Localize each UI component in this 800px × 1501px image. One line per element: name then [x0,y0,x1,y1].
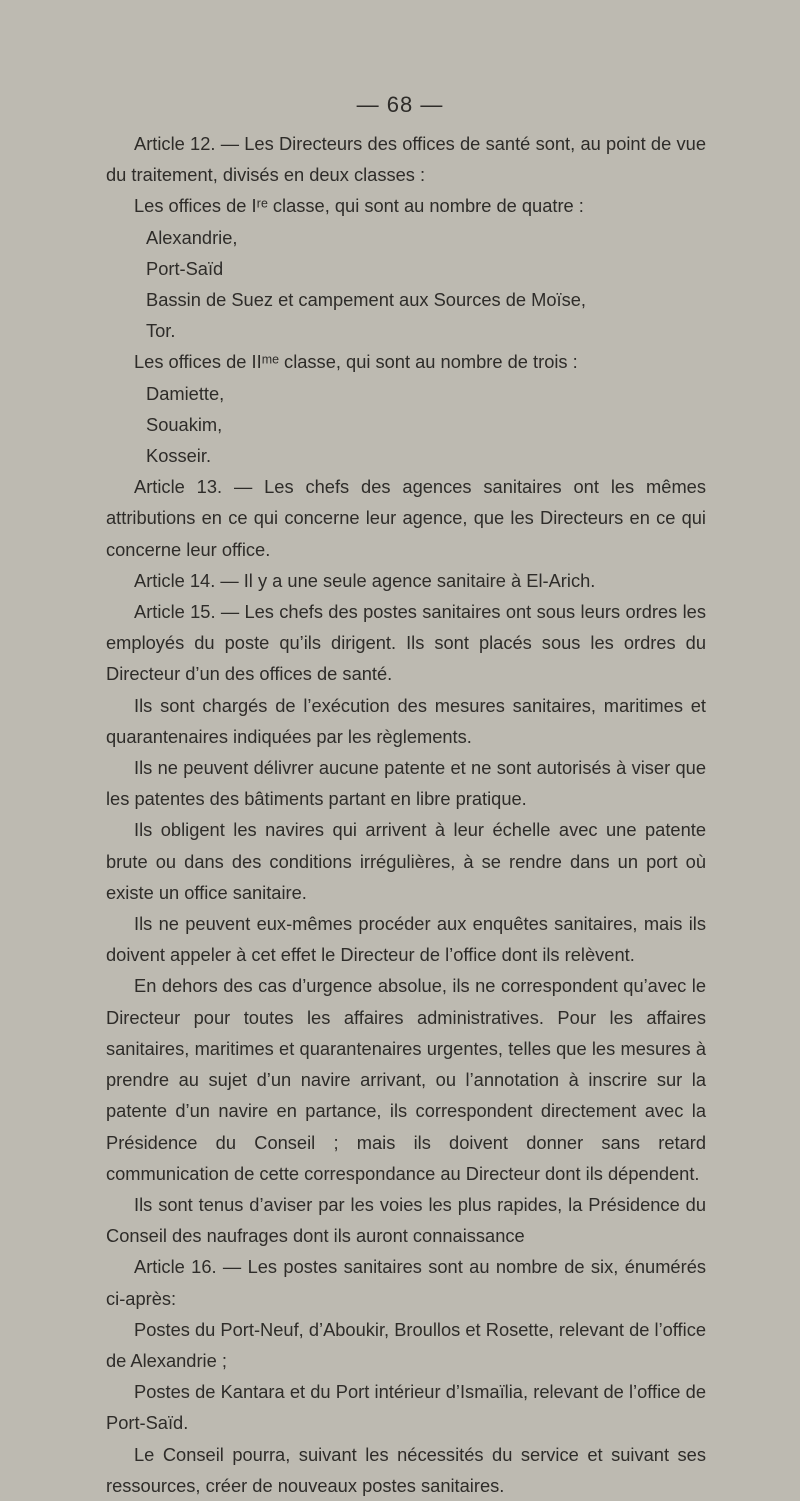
list-item: Souakim, [146,413,223,435]
paragraph: Postes de Kantara et du Port intérieur d’Ismaïlia, relevant de l’office de Port-Saïd. [106,1381,706,1434]
page-number: — 68 — [356,92,444,117]
paragraph: Article 15. — Les chefs des postes sanitaires ont sous leurs ordres les employés du poste qu’ils dirigent. Ils sont placés sous les ordres du Directeur d’un des offices de santé. [106,601,706,685]
paragraph: Ils obligent les navires qui arrivent à leur échelle avec une patente brute ou dans des conditions irrégulières, à se rendre dans un port où existe un office sanitaire. [106,819,706,903]
paragraph: Ils ne peuvent eux-mêmes procéder aux enquêtes sanitaires, mais ils doivent appeler à cet effet le Directeur de l’office dont ils relèvent. [106,913,706,966]
body-text [106,128,706,1501]
paragraph: Article 13. — Les chefs des agences sanitaires ont les mêmes attributions en ce qui concerne leur agence, que les Directeurs en ce qui concerne leur office. [106,476,706,560]
paragraph: Ils ne peuvent délivrer aucune patente et ne sont autorisés à viser que les patentes des bâtiments partant en libre pratique. [106,757,706,810]
list-item: Tor. [146,320,176,342]
paragraph: Article 12. — Les Directeurs des offices de santé sont, au point de vue du traitement, divisés en deux classes : [106,133,706,186]
paragraph: Les offices de IIᵐᵉ classe, qui sont au nombre de trois : [134,351,578,373]
paragraph: Postes du Port-Neuf, d’Aboukir, Broullos et Rosette, relevant de l’office de Alexandrie ; [106,1318,706,1371]
paragraph: Article 14. — Il y a une seule agence sanitaire à El-Arich. [134,569,596,591]
paragraph: Ils sont chargés de l’exécution des mesures sanitaires, maritimes et quarantenaires indiquées par les règlements. [106,694,706,747]
list-item: Damiette, [146,382,225,404]
paragraph: Article 16. — Les postes sanitaires sont au nombre de six, énumérés ci-après: [106,1256,706,1309]
paragraph: Le Conseil pourra, suivant les nécessités du service et suivant ses ressources, créer de nouveaux postes sanitaires. [106,1443,706,1496]
paragraph: Ils sont tenus d’aviser par les voies les plus rapides, la Présidence du Conseil des naufrages dont ils auront connaissance [106,1193,706,1247]
paragraph: Les offices de Iʳᵉ classe, qui sont au nombre de quatre : [134,195,584,217]
list-item: Port-Saïd [146,257,224,279]
list-item: Bassin de Suez et campement aux Sources de Moïse, [146,289,586,311]
list-item: Kosseir. [146,445,212,467]
paragraph: En dehors des cas d’urgence absolue, ils ne correspondent qu’avec le Directeur pour toutes les affaires administratives. Pour les affaires sanitaires, maritimes et quarantenaires urgentes, telles que les mesures à prendre au sujet d’un navire arrivant, ou l’annotation à inscrire sur la patente d’un navire en partance, ils correspondent directement avec la Présidence du Conseil ; mais ils doivent donner sans retard communication de cette correspondance au Directeur dont ils dépendent. [106,975,706,1184]
list-item: Alexandrie, [146,226,238,248]
